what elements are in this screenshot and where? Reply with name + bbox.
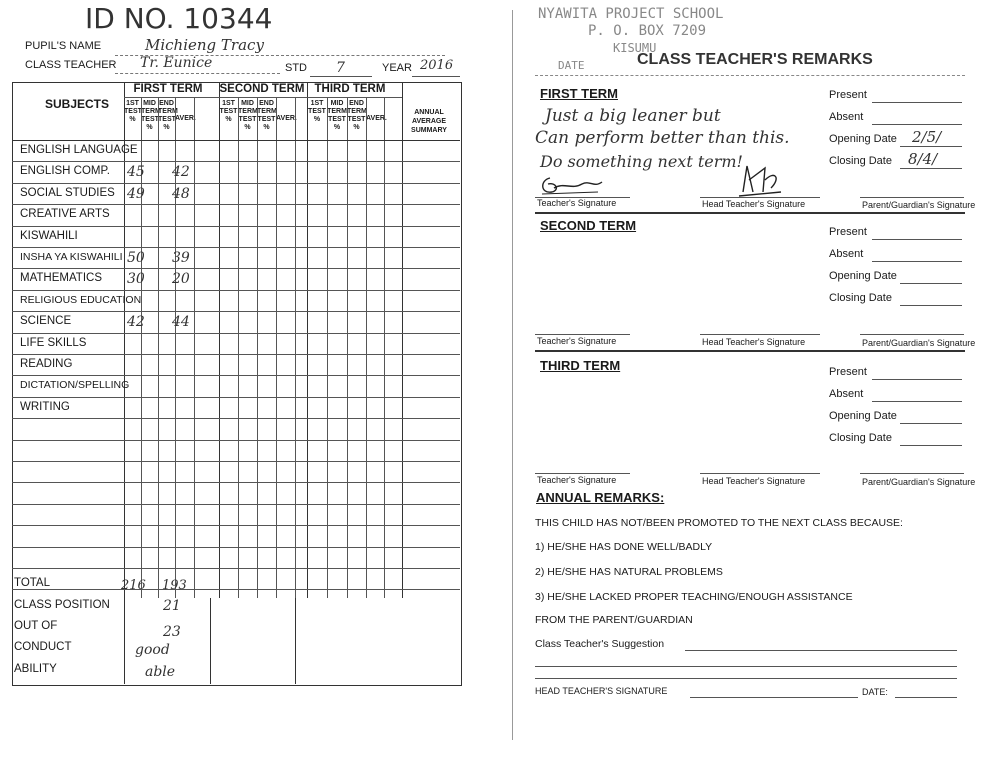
ability-label: ABILITY: [14, 663, 57, 675]
column-header-1st: [219, 100, 238, 124]
first-present-label: Present: [829, 89, 867, 101]
column-header-mid: [141, 100, 161, 132]
first-opening-value: 2/5/: [912, 128, 942, 146]
reason-3: 3) HE/SHE LACKED PROPER TEACHING/ENOUGH ASSISTANCE: [535, 591, 853, 603]
grid-col-line: [366, 98, 367, 598]
promoted-line: THIS CHILD HAS NOT/BEEN PROMOTED TO THE NEXT CLASS BECAUSE:: [535, 517, 903, 529]
class-teacher-value: Tr. Eunice: [140, 55, 213, 71]
second-present-label: Present: [829, 226, 867, 238]
column-header-text: TEST: [158, 116, 176, 123]
column-header-end: [158, 100, 178, 132]
second-teacher-sig-label: Teacher's Signature: [537, 336, 617, 346]
first-remark-line3: Do something next term!: [540, 152, 743, 171]
column-header-text: TERM: [238, 108, 258, 115]
second-absent-label: Absent: [829, 248, 864, 260]
head-teacher-signature-label: HEAD TEACHER'S SIGNATURE: [535, 686, 668, 696]
total-label: TOTAL: [14, 577, 50, 589]
annual-summary-line3: SUMMARY: [411, 127, 447, 134]
grid-row-line: [12, 589, 460, 590]
annual-remarks-heading: ANNUAL REMARKS:: [536, 490, 665, 505]
column-header-end: [257, 100, 276, 132]
third-absent-label: Absent: [829, 388, 864, 400]
end-term-score: 39: [172, 250, 190, 266]
from-parent: FROM THE PARENT/GUARDIAN: [535, 614, 693, 626]
end-term-score: 48: [172, 186, 190, 202]
class-position-label: CLASS POSITION: [14, 599, 110, 611]
third-closing-label: Closing Date: [829, 432, 892, 444]
end-term-score: 42: [172, 164, 190, 180]
grid-col-line: [276, 98, 277, 598]
first-test-score: 30: [127, 271, 145, 287]
annual-summary-line2: AVERAGE: [411, 118, 447, 125]
grid-col-line: [219, 82, 220, 598]
column-header-text: TERM: [347, 108, 367, 115]
column-header-text: %: [129, 116, 136, 123]
column-header-text: TEST: [328, 116, 346, 123]
end-term-score: 44: [172, 314, 190, 330]
subject-name: RELIGIOUS EDUCATION: [20, 294, 142, 306]
column-header-text: TEST: [257, 116, 276, 123]
grid-row-line: [12, 525, 460, 526]
stamp-date: DATE: [558, 59, 585, 72]
column-header-mid: [327, 100, 347, 132]
third-sig-rule1: [535, 473, 630, 474]
column-header-text: 1ST: [310, 100, 324, 107]
first-teacher-sig-label: Teacher's Signature: [537, 198, 617, 208]
first-test-score: 42: [127, 314, 145, 330]
class-teacher-label: CLASS TEACHER: [25, 59, 117, 71]
column-header-1st: [124, 100, 141, 124]
third-absent-line: [872, 401, 962, 402]
page-fold: [512, 10, 513, 740]
subject-name: CREATIVE ARTS: [20, 208, 110, 220]
column-header-text: TERM: [327, 108, 347, 115]
first-parent-sig-label: Parent/Guardian's Signature: [862, 200, 976, 210]
grid-row-line: [12, 311, 460, 312]
column-header-text: TEST: [347, 116, 366, 123]
column-header-aver: AVER.: [276, 115, 297, 122]
column-header-text: MID: [241, 100, 254, 107]
column-header-mid: [238, 100, 257, 132]
ability-value: able: [145, 664, 176, 680]
third-teacher-sig-label: Teacher's Signature: [537, 475, 617, 485]
second-closing-line: [900, 305, 962, 306]
grid-row-line: [12, 268, 460, 269]
year-label: YEAR: [382, 62, 412, 74]
stamp-city: KISUMU: [613, 41, 657, 55]
pupil-name-value: Michieng Tracy: [145, 36, 264, 54]
grid-row-line: [12, 375, 460, 376]
total-end-term: 193: [162, 578, 187, 593]
pupil-name-label: PUPIL'S NAME: [25, 40, 102, 52]
column-header-text: 1ST: [126, 100, 139, 107]
out-of-value: 23: [163, 624, 181, 640]
grid-col-line: [402, 82, 403, 598]
third-term-header: THIRD TERM: [314, 83, 386, 95]
grid-row-line: [12, 226, 460, 227]
column-header-text: %: [333, 124, 341, 131]
end-term-score: 20: [172, 271, 190, 287]
subject-name: DICTATION/SPELLING: [20, 379, 130, 391]
column-header-text: MID: [330, 100, 344, 107]
grid-col-line: [194, 98, 195, 598]
std-line: [310, 76, 372, 77]
first-closing-label: Closing Date: [829, 155, 892, 167]
out-of-label: OUT OF: [14, 620, 58, 632]
third-parent-sig-label: Parent/Guardian's Signature: [862, 477, 976, 487]
second-opening-line: [900, 283, 962, 284]
column-header-1st: [307, 100, 327, 124]
first-remark-line1: Just a big leaner but: [545, 106, 721, 126]
second-closing-label: Closing Date: [829, 292, 892, 304]
subject-name: SCIENCE: [20, 315, 72, 327]
term-header-rule: [124, 97, 402, 98]
second-opening-label: Opening Date: [829, 270, 897, 282]
grid-row-line: [12, 333, 460, 334]
date-label: DATE:: [862, 687, 888, 697]
total-first-test: 216: [121, 578, 146, 593]
first-absent-label: Absent: [829, 111, 864, 123]
column-header-text: TERM: [141, 108, 161, 115]
column-header-text: TEST: [238, 116, 257, 123]
class-teacher-line: [115, 73, 280, 74]
second-absent-line: [872, 261, 962, 262]
teacher-suggestion-label: Class Teacher's Suggestion: [535, 638, 665, 650]
subject-name: READING: [20, 358, 73, 370]
column-header-text: TEST: [219, 108, 238, 115]
first-term-heading: FIRST TERM: [540, 86, 618, 101]
third-sig-rule3: [860, 473, 964, 474]
grid-row-line: [12, 440, 460, 441]
subject-name: MATHEMATICS: [20, 272, 102, 284]
column-header-text: %: [263, 124, 270, 131]
second-sig-rule2: [700, 334, 820, 335]
column-header-text: MID: [143, 100, 156, 107]
grid-row-line: [12, 204, 460, 205]
column-header-text: %: [313, 116, 321, 123]
subject-name: ENGLISH LANGUAGE: [20, 144, 138, 156]
third-present-line: [872, 379, 962, 380]
first-sig-rule3: [860, 197, 964, 198]
second-sig-rule3: [860, 334, 964, 335]
third-opening-line: [900, 423, 962, 424]
subject-name: INSHA YA KISWAHILI: [20, 251, 123, 263]
grid-col-line: [295, 98, 296, 598]
first-absent-line: [872, 124, 962, 125]
subject-name: SOCIAL STUDIES: [20, 187, 115, 199]
first-closing-line: [900, 168, 962, 169]
head-sig-line: [690, 697, 858, 698]
column-header-text: %: [353, 124, 360, 131]
column-header-end: [347, 100, 366, 132]
subjects-header: SUBJECTS: [45, 97, 110, 111]
std-value: 7: [336, 60, 345, 76]
suggestion-line3: [535, 678, 957, 679]
conduct-label: CONDUCT: [14, 641, 72, 653]
grid-col-line: [307, 82, 308, 598]
column-header-aver: AVER.: [175, 115, 196, 122]
grid-row-line: [12, 418, 460, 419]
first-head-sig-label: Head Teacher's Signature: [702, 199, 806, 209]
header-bottom-rule: [12, 140, 460, 141]
annual-summary-line1: ANNUAL: [414, 109, 444, 116]
grid-row-line: [12, 397, 460, 398]
grid-row-line: [12, 161, 460, 162]
first-term-header: FIRST TERM: [133, 83, 203, 95]
grid-col-line: [257, 98, 258, 598]
summary-col-line: [295, 598, 296, 684]
column-header-text: TEST: [124, 108, 142, 115]
year-line: [412, 76, 460, 77]
head-teacher-signature-mark: [735, 162, 785, 198]
grid-col-line: [158, 98, 159, 598]
column-header-text: END: [349, 100, 364, 107]
suggestion-line1: [685, 650, 957, 651]
first-term-rule: [535, 212, 965, 214]
third-sig-rule2: [700, 473, 820, 474]
reason-1: 1) HE/SHE HAS DONE WELL/BADLY: [535, 541, 713, 553]
first-opening-line: [900, 146, 962, 147]
second-term-heading: SECOND TERM: [540, 218, 637, 233]
grid-row-line: [12, 504, 460, 505]
conduct-value: good: [135, 642, 170, 658]
remarks-title: CLASS TEACHER'S REMARKS: [637, 51, 873, 68]
subject-name: ENGLISH COMP.: [20, 165, 110, 177]
year-value: 2016: [420, 58, 454, 73]
grid-col-line: [347, 98, 348, 598]
column-header-text: %: [225, 116, 232, 123]
date-line: [895, 697, 957, 698]
grid-col-line: [238, 98, 239, 598]
grid-row-line: [12, 461, 460, 462]
subject-name: KISWAHILI: [20, 230, 78, 242]
second-sig-rule1: [535, 334, 630, 335]
second-term-rule: [535, 350, 965, 352]
grid-col-line: [384, 98, 385, 598]
second-head-sig-label: Head Teacher's Signature: [702, 337, 806, 347]
std-label: STD: [285, 62, 307, 74]
first-opening-label: Opening Date: [829, 133, 897, 145]
column-header-aver: AVER.: [366, 115, 387, 122]
column-header-text: %: [244, 124, 251, 131]
second-present-line: [872, 239, 962, 240]
annual-summary-header: [402, 108, 456, 135]
column-header-text: 1ST: [222, 100, 235, 107]
third-head-sig-label: Head Teacher's Signature: [702, 476, 806, 486]
first-test-score: 50: [127, 250, 145, 266]
subject-name: WRITING: [20, 401, 70, 413]
id-number: ID NO. 10344: [85, 2, 273, 35]
stamp-school-name: NYAWITA PROJECT SCHOOL: [538, 6, 724, 22]
column-header-text: TEST: [141, 116, 159, 123]
teacher-signature-mark: [538, 174, 608, 198]
column-header-text: END: [159, 100, 174, 107]
grid-row-line: [12, 354, 460, 355]
suggestion-line2: [535, 666, 957, 667]
grid-row-line: [12, 547, 460, 548]
stamp-box: P. O. BOX 7209: [588, 23, 707, 39]
column-header-text: END: [259, 100, 274, 107]
grid-row-line: [12, 482, 460, 483]
grid-row-line: [12, 568, 460, 569]
subject-name: LIFE SKILLS: [20, 337, 87, 349]
grid-row-line: [12, 183, 460, 184]
third-term-heading: THIRD TERM: [540, 358, 621, 373]
summary-col-line: [210, 598, 211, 684]
reason-2: 2) HE/SHE HAS NATURAL PROBLEMS: [535, 566, 723, 578]
grid-col-line: [327, 98, 328, 598]
column-header-text: TERM: [257, 108, 277, 115]
title-rule: [535, 75, 965, 76]
class-position-value: 21: [163, 598, 181, 614]
second-parent-sig-label: Parent/Guardian's Signature: [862, 338, 976, 348]
column-header-text: %: [163, 124, 170, 131]
grid-row-line: [12, 290, 460, 291]
first-sig-rule2: [700, 197, 820, 198]
first-test-score: 45: [127, 164, 145, 180]
column-header-text: TERM: [158, 108, 178, 115]
first-present-line: [872, 102, 962, 103]
third-closing-line: [900, 445, 962, 446]
column-header-text: TEST: [308, 108, 326, 115]
first-remark-line2: Can perform better than this.: [535, 128, 790, 148]
third-present-label: Present: [829, 366, 867, 378]
first-test-score: 49: [127, 186, 145, 202]
grid-row-line: [12, 247, 460, 248]
first-closing-value: 8/4/: [908, 150, 938, 168]
second-term-header: SECOND TERM: [219, 83, 305, 95]
column-header-text: %: [146, 124, 153, 131]
third-opening-label: Opening Date: [829, 410, 897, 422]
